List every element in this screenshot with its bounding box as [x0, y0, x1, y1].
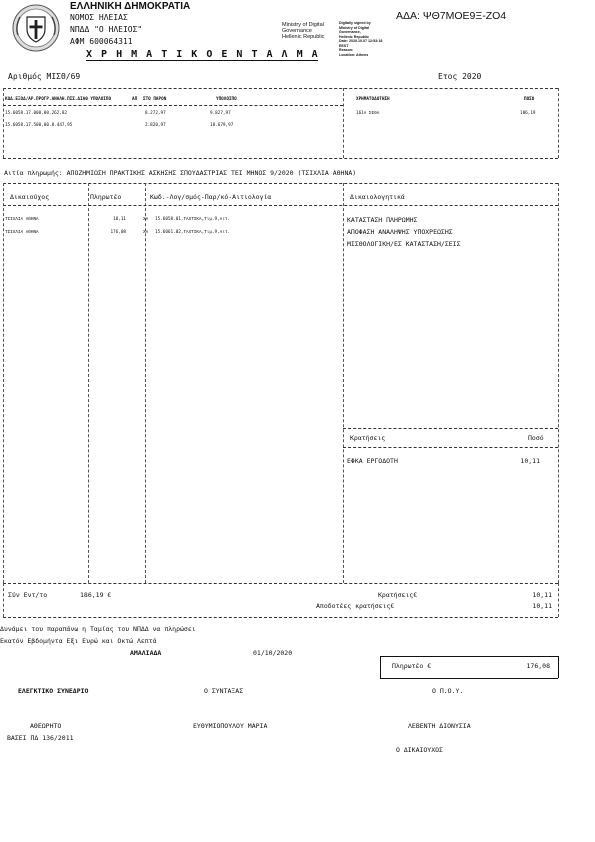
header-beneficiary: Δικαιούχος — [10, 193, 50, 201]
financing-value: 161Α ΣΕΘΑ — [356, 111, 380, 116]
decree-reference: ΒΑΣΕΙ ΠΔ 136/2011 — [7, 734, 74, 742]
total-label: Σύν Εντ/το — [8, 591, 48, 599]
payable-label: Πληρωτέο € — [392, 662, 432, 670]
withholdings-label: Κρατήσεις€ — [378, 591, 418, 599]
withholdings-value: 10,11 — [532, 591, 552, 599]
prefecture: ΝΟΜΟΣ ΗΛΕΙΑΣ — [70, 13, 128, 22]
financing-header: ΧΡΗΜΑΤΟΔΟΤΗΣΗ — [356, 97, 390, 102]
issue-date: 01/10/2020 — [253, 649, 293, 657]
accounts-header-code: ΚΩΔ.ΕΞΟΔ/ΑΡ.ΠΡΟΓΡ.ΑΝΑΛΗ.ΠΙΣ.ΔΙΑΘ ΥΠΟΛΟΙΠΟ — [5, 97, 112, 102]
digital-signature: Digitally signed by Ministry of Digital Governance, Hellenic Republic Date: 2020.10.07 12:53:18 EEST Reason: Location: Athens — [339, 21, 383, 57]
authorization-line: Δυνάμει του παραπάνω η Ταμίας του ΝΠΔΔ να πληρώσει — [0, 625, 196, 633]
document-item-2: ΑΠΟΦΑΣΗ ΑΝΑΛΗΨΗΣ ΥΠΟΧΡΕΩΣΗΣ — [347, 228, 453, 236]
state-name: ΕΛΛΗΝΙΚΗ ΔΗΜΟΚΡΑΤΙΑ — [70, 1, 191, 12]
payee-row-1-amount: 10,11 — [113, 217, 126, 222]
payee-row-2-amount: 176,08 — [110, 230, 126, 235]
deductions-amount-label: Ποσό — [528, 434, 544, 442]
audit-court: ΕΛΕΓΚΤΙΚΟ ΣΥΝΕΔΡΙΟ — [18, 687, 89, 695]
ministry-label: Ministry of Digital Governance Hellenic Republic — [282, 22, 325, 40]
remitted-withholdings-value: 10,11 — [532, 602, 552, 610]
total-value: 186,19 € — [80, 591, 112, 599]
payee-row-1-code: 15.6058.01,ΤΑΧΤΙΚΑ,Τιμ.9,Αιτ. — [155, 217, 231, 222]
greek-coat-of-arms-logo — [10, 3, 62, 53]
accounts-row-1-balance: 9.827,97 — [210, 111, 231, 116]
fiscal-year: Ετος 2020 — [438, 72, 482, 81]
payee-row-2-mark: ΧΑ — [143, 230, 149, 235]
accounts-header-ap: ΑΠ — [132, 97, 138, 102]
composer-name: ΕΥΘΥΜΙΟΠΟΥΛΟΥ ΜΑΡΙΑ — [193, 722, 268, 730]
header-payable: Πληρωτέο — [90, 193, 122, 201]
president-name: ΛΕΒΕΝΤΗ ΔΙΟΝΥΣΙΑ — [408, 722, 471, 730]
amount-in-words: Εκατόν Εβδομήντα Εξι Ευρώ και Οκτώ Λεπτά — [0, 637, 157, 645]
accounts-bottom-border — [3, 158, 558, 159]
deductions-label: Κρατήσεις — [350, 434, 386, 442]
payment-reason: Αιτία πληρωμής: ΑΠΟΖΗΜΙΩΣΗ ΠΡΑΚΤΙΚΗΣ ΑΣΚΗΣΗΣ ΣΠΟΥΔΑΣΤΡΙΑΣ ΤΕΙ ΜΗΝΟΣ 9/2020 (ΤΣΙΧΛΙΑ ΑΘΗΝΑ) — [4, 169, 357, 177]
accounts-header-current: ΣΤΟ ΠΑΡΟΝ — [143, 97, 167, 102]
afm-number: ΑΦΜ 600064311 — [70, 37, 133, 46]
accounts-row-2-code: 15.6058.17.500,00.8.447,95 — [5, 123, 73, 128]
payees-bottom-border — [3, 583, 558, 584]
document-title: Χ Ρ Η Μ Α Τ Ι Κ Ο Ε Ν Τ Α Λ Μ Α — [86, 49, 320, 60]
president-title: Ο Π.Ο.Υ. — [432, 687, 464, 695]
accounts-header-balance: ΥΠΟΛΟΙΠΟ — [216, 97, 237, 102]
financing-amount: 186,19 — [520, 111, 536, 116]
issue-place: ΑΜΑΛΙΑΔΑ — [130, 649, 162, 657]
document-number: Αριθμός ΜΙΣΘ/69 — [8, 72, 81, 81]
remitted-withholdings-label: Αποδοτέες κρατήσεις€ — [316, 602, 395, 610]
accounts-row-1-current: 8.272,97 — [145, 111, 166, 116]
payable-value: 176,08 — [526, 662, 550, 670]
payee-row-2-code: 15.6061.02,ΤΑΧΤΙΚΑ,Τιμ.9,Αιτ. — [155, 230, 231, 235]
composer-title: Ο ΣΥΝΤΑΞΑΣ — [204, 687, 244, 695]
title-underline — [86, 60, 318, 61]
document-item-3: ΜΙΣΘΟΛΟΓΙΚΗ/ΕΣ ΚΑΤΑΣΤΑΣΗ/ΣΕΙΣ — [347, 240, 461, 248]
header-code: Κωδ.-Λογ/σμός-Παρ/κό-Αιτιολογία — [150, 193, 272, 201]
deduction-amount: 10,11 — [520, 457, 540, 465]
financing-amount-header: ΠΟΣΟ — [524, 97, 535, 102]
header-documents: Δικαιολογητικά — [350, 193, 405, 201]
payees-top-border — [3, 183, 558, 184]
accounts-row-2-current: 2.820,97 — [145, 123, 166, 128]
accounts-row-2-balance: 10.679,97 — [210, 123, 234, 128]
payee-row-2-name: ΤΣΙΧΛΙΑ ΑΘΗΝΑ — [5, 230, 39, 235]
payee-row-1-name: ΤΣΙΧΛΙΑ ΑΘΗΝΑ — [5, 217, 39, 222]
accounts-top-border — [3, 88, 558, 89]
beneficiary-signature-label: Ο ΔΙΚΑΙΟΥΧΟΣ — [396, 746, 443, 754]
ada-code: ΑΔΑ: ΨΘ7ΜΟΕ9Ξ-ΖΟ4 — [396, 10, 507, 22]
unaudited-stamp: ΑΘΕΩΡΗΤΟ — [30, 722, 62, 730]
deduction-name: ΕΦΚΑ ΕΡΓΟΔΟΤΗ — [347, 457, 398, 465]
npdd-name: ΝΠΔΔ "Ο ΗΛΕΙΟΣ" — [70, 25, 143, 34]
document-item-1: ΚΑΤΑΣΤΑΣΗ ΠΛΗΡΩΜΗΣ — [347, 216, 418, 224]
accounts-row-1-code: 15.6058.17.000,00.262,82 — [5, 111, 68, 116]
payee-row-1-mark: ΧΑ — [143, 217, 149, 222]
